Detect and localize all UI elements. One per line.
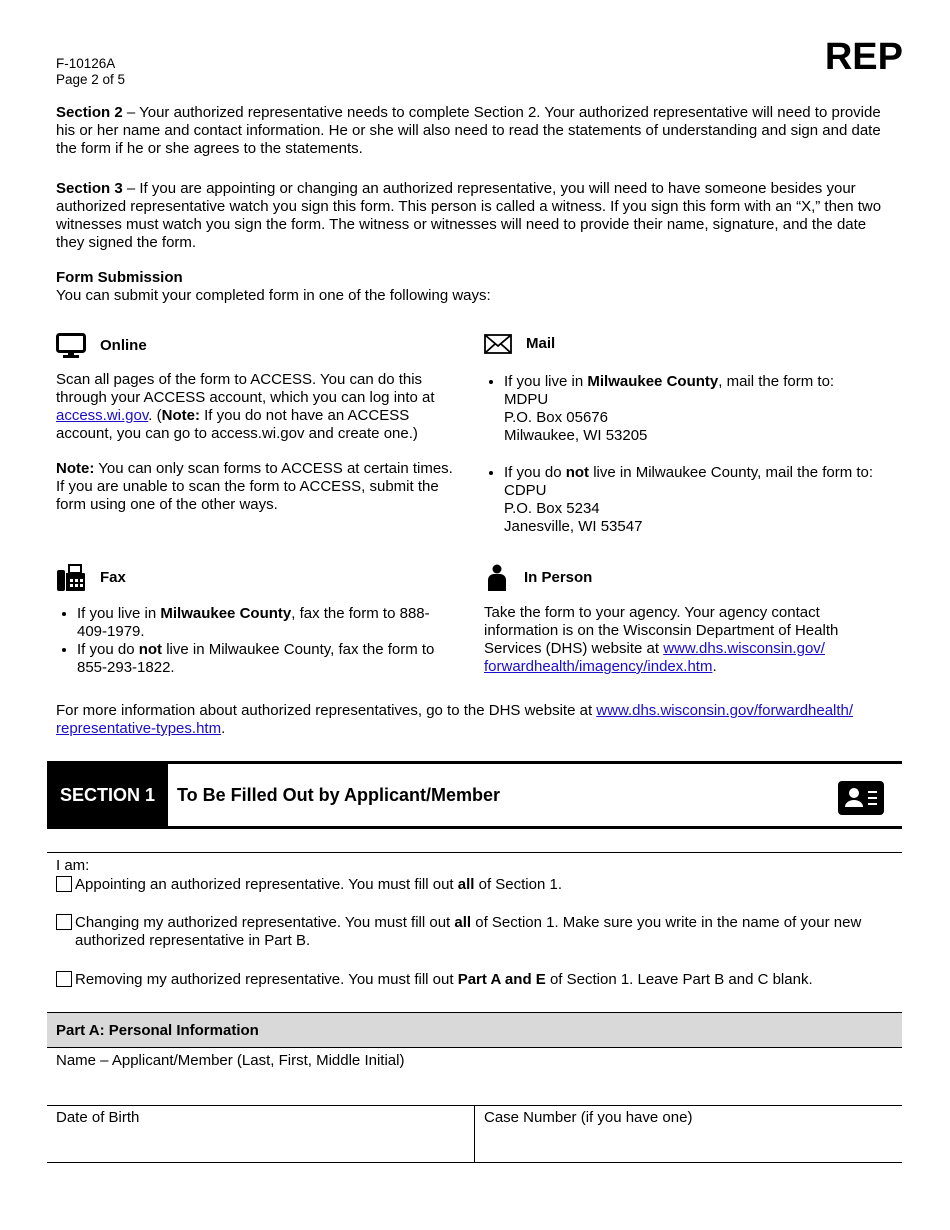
section2-paragraph [56, 104, 896, 158]
online-heading [56, 333, 456, 359]
fax-bullets [57, 605, 457, 677]
online-p1-text: Scan all pages of the form to ACCESS. You can do this through your ACCESS account, which you can log into at [56, 371, 435, 406]
fax-list [57, 605, 457, 677]
mdpu-name: MDPU [504, 391, 549, 408]
fax-machine-icon [56, 564, 86, 592]
appointing-label [75, 876, 562, 894]
part-a-title: Part A: Personal Information [56, 1022, 259, 1039]
agency-link-part-2[interactable]: forwardhealth/imagency/index.htm [484, 658, 713, 675]
section3-paragraph [56, 180, 896, 252]
opt2-rest: of Section 1. Make sure you write in the name of your new authorized representative in Part B. [75, 914, 862, 949]
divider-bottom [47, 1162, 902, 1163]
section2-label: Section 2 [56, 104, 123, 121]
fax-b2-text: If you do [77, 641, 139, 658]
online-p1-note: Note: [161, 407, 200, 424]
fax-b2-bold: not [138, 641, 163, 658]
envelope-icon [484, 333, 512, 355]
form-number-block [56, 56, 125, 88]
opt3-rest: of Section 1. Leave Part B and C blank. [545, 971, 813, 988]
section3-label: Section 3 [56, 180, 123, 197]
opt2-text: Changing my authorized representative. You must fill out [75, 914, 455, 931]
online-paragraph-1 [56, 371, 456, 443]
opt3-bold: Part A and E [457, 971, 546, 988]
mail-b1-bold: Milwaukee County [587, 373, 719, 390]
online-p2-note: Note: [56, 460, 95, 477]
fax-b1-text: If you live in [77, 605, 161, 622]
divider-top [47, 852, 902, 853]
section1-banner [47, 761, 902, 829]
opt1-text: Appointing an authorized representative. You must fill out [75, 876, 458, 893]
mail-heading [484, 333, 904, 355]
online-title: Online [100, 337, 147, 354]
section1-label: SECTION 1 [47, 764, 168, 826]
divider-vertical [474, 1105, 475, 1163]
form-submission [56, 269, 896, 305]
section2-text: – Your authorized representative needs to complete Section 2. Your authorized representative will need to provide his or her name and contact information. He or she will also need to read the statements of understanding and sign and date the form if he or she agrees to the statements. [56, 104, 881, 157]
online-section [56, 333, 456, 359]
opt1-bold: all [457, 876, 475, 893]
removing-checkbox[interactable] [56, 971, 72, 987]
part-a-header [47, 1012, 902, 1048]
fax-heading [56, 564, 456, 592]
computer-monitor-icon [56, 333, 86, 359]
mail-b2-rest: live in Milwaukee County, mail the form to: [589, 464, 874, 481]
in-person-paragraph [484, 604, 894, 676]
agency-link-part-1[interactable]: www.dhs.wisconsin.gov/ [663, 640, 825, 657]
dob-field[interactable] [47, 1126, 474, 1162]
cdpu-name: CDPU [504, 482, 547, 499]
fax-item-other [77, 641, 457, 677]
online-p1-punct: . ( [148, 407, 162, 424]
form-number: F-10126A [56, 56, 116, 71]
in-person-text: Take the form to your agency. Your agency contact information is on the Wisconsin Department of Health Services (DHS) website at [484, 604, 839, 657]
online-paragraph-2 [56, 460, 456, 514]
mdpu-city: Milwaukee, WI 53205 [504, 427, 648, 444]
in-person-section [484, 564, 904, 592]
id-card-icon [838, 781, 884, 815]
appointing-checkbox[interactable] [56, 876, 72, 892]
name-field-label: Name – Applicant/Member (Last, First, Middle Initial) [56, 1052, 405, 1069]
fax-b2-rest: live in Milwaukee County, fax the form to 855-293-1822. [77, 641, 435, 676]
more-info-paragraph [56, 702, 902, 738]
mail-bullets-2 [484, 464, 904, 536]
mail-bullets [484, 373, 904, 445]
fax-b1-rest: , fax the form to 888-409-1979. [77, 605, 430, 640]
mail-item-milwaukee [504, 373, 904, 445]
mail-list [484, 373, 904, 445]
fax-b1-bold: Milwaukee County [160, 605, 292, 622]
name-field[interactable] [47, 1068, 902, 1104]
opt1-rest: of Section 1. [474, 876, 562, 893]
access-link[interactable]: access.wi.gov [56, 407, 149, 424]
section3-text: – If you are appointing or changing an authorized representative, you will need to have someone besides your authorized representative watch you sign this form. This person is called a witness. If you sign this form with an “X,” then two witnesses must watch you sign the form. The witness or witnesses will need to provide their name, signature, and the date they signed the form. [56, 180, 882, 251]
mail-title: Mail [526, 335, 556, 352]
mdpu-box: P.O. Box 05676 [504, 409, 608, 426]
case-number-field[interactable] [476, 1126, 902, 1162]
online-p1-rest: If you do not have an ACCESS account, you can go to access.wi.gov and create one.) [56, 407, 418, 442]
changing-checkbox[interactable] [56, 914, 72, 930]
mail-b1-text: If you live in [504, 373, 588, 390]
mail-b2-bold: not [565, 464, 590, 481]
mail-list-2 [484, 464, 904, 536]
mail-b2-text: If you do [504, 464, 566, 481]
i-am-label: I am: [56, 857, 90, 874]
fax-section [56, 564, 456, 592]
changing-label [75, 914, 902, 950]
option-changing [56, 914, 902, 950]
rep-types-link-part-2[interactable]: representative-types.htm [56, 720, 222, 737]
option-appointing [56, 876, 902, 894]
option-removing [56, 971, 902, 989]
in-person-end: . [712, 658, 717, 675]
fax-title: Fax [100, 569, 126, 586]
mail-section [484, 333, 904, 355]
mail-b1-rest: , mail the form to: [718, 373, 835, 390]
online-p2-text: You can only scan forms to ACCESS at certain times. If you are unable to scan the form to ACCESS, submit the form using one of the other ways. [56, 460, 453, 513]
form-submission-title: Form Submission [56, 269, 183, 286]
cdpu-city: Janesville, WI 53547 [504, 518, 643, 535]
form-submission-intro: You can submit your completed form in one of the following ways: [56, 287, 491, 304]
mail-item-other [504, 464, 904, 536]
in-person-heading [484, 564, 904, 592]
fax-item-milwaukee [77, 605, 457, 641]
opt2-bold: all [454, 914, 472, 931]
removing-label [75, 971, 813, 989]
dob-field-label: Date of Birth [56, 1109, 140, 1126]
opt3-text: Removing my authorized representative. You must fill out [75, 971, 458, 988]
in-person-title: In Person [524, 569, 593, 586]
more-info-end: . [221, 720, 226, 737]
section1-title: To Be Filled Out by Applicant/Member [177, 785, 501, 805]
case-number-label: Case Number (if you have one) [484, 1109, 693, 1126]
rep-types-link-part-1[interactable]: www.dhs.wisconsin.gov/forwardhealth/ [596, 702, 854, 719]
person-icon [484, 564, 510, 592]
page-number: Page 2 of 5 [56, 72, 126, 87]
cdpu-box: P.O. Box 5234 [504, 500, 600, 517]
form-code: REP [824, 36, 903, 78]
more-info-text: For more information about authorized representatives, go to the DHS website at [56, 702, 597, 719]
